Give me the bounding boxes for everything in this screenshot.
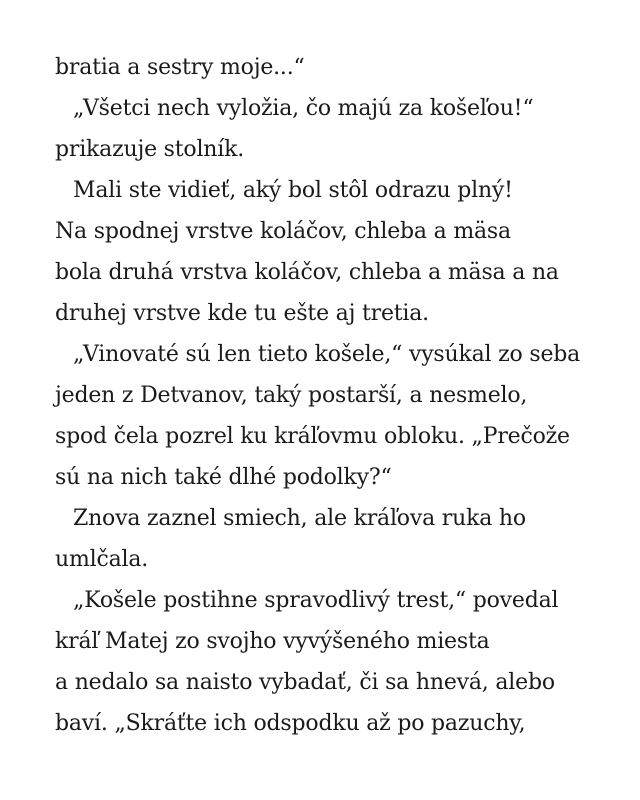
text-line: Mali ste vidieť, aký bol stôl odrazu plný! [73, 178, 513, 203]
page-text-body [55, 47, 615, 744]
text-line: spod čela pozrel ku kráľovmu obloku. „Prečože [55, 424, 570, 449]
text-line: umlčala. [55, 547, 149, 572]
text-line: jeden z Detvanov, taký postarší, a nesmelo, [55, 383, 528, 408]
text-line: Na spodnej vrstve koláčov, chleba a mäsa [55, 219, 511, 244]
text-line: Znova zaznel smiech, ale kráľova ruka ho [73, 506, 526, 531]
text-line: sú na nich také dlhé podolky?“ [55, 465, 392, 490]
text-line: „Všetci nech vyložia, čo majú za košeľou!“ [73, 96, 534, 121]
text-line: bratia a sestry moje...“ [55, 55, 305, 80]
text-line: druhej vrstve kde tu ešte aj tretia. [55, 301, 429, 326]
text-line: „Košele postihne spravodlivý trest,“ povedal [73, 588, 559, 613]
text-line: kráľ Matej zo svojho vyvýšeného miesta [55, 629, 490, 654]
text-line: baví. „Skráťte ich odspodku až po pazuchy, [55, 711, 526, 736]
text-line: prikazuje stolník. [55, 137, 245, 162]
text-line: „Vinovaté sú len tieto košele,“ vysúkal zo seba [73, 342, 581, 367]
text-line: a nedalo sa naisto vybadať, či sa hnevá, alebo [55, 670, 555, 695]
text-line: bola druhá vrstva koláčov, chleba a mäsa a na [55, 260, 559, 285]
